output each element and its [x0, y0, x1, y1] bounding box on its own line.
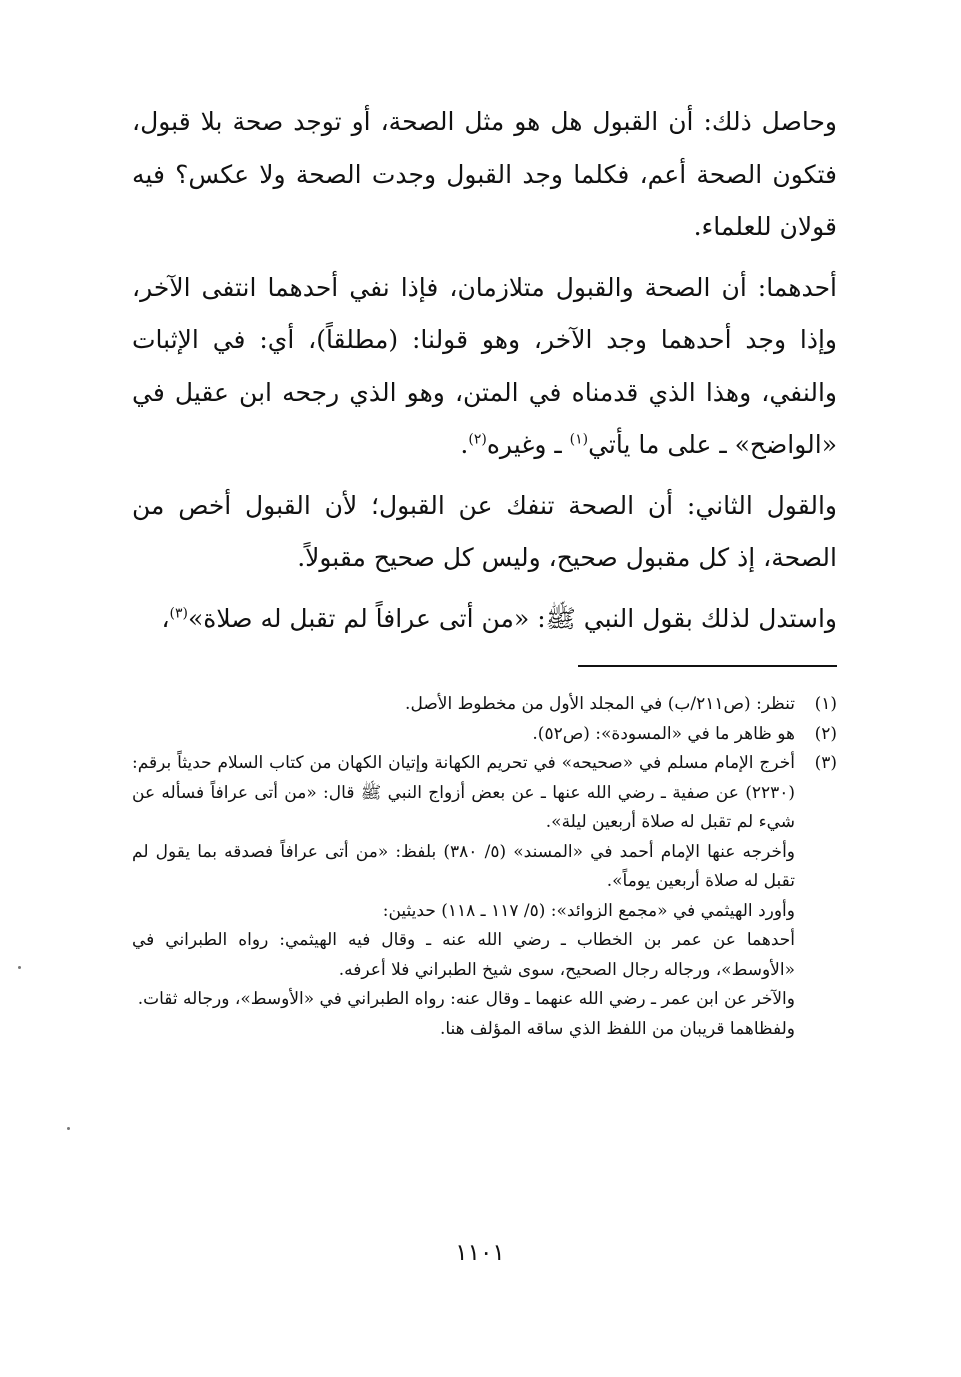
footnote-separator — [578, 665, 837, 667]
paragraph-2-text: أحدهما: أن الصحة والقبول متلازمان، فإذا نفي أحدهما انتفى الآخر، وإذا وجد أحدهما وجد الآخر، وهو قولنا: (مطلقاً)، أي: في الإثبات والنفي، وهذا الذي قدمناه في المتن، وهو الذي رجحه ابن عقيل في «الواضح» ـ على ما يأتي — [132, 272, 837, 459]
footnote-3-paragraph-2: وأخرجه عنها الإمام أحمد في «المسند» (٥/ ٣٨٠) بلفظ: «من أتى عرافاً فصدقه بما يقول لم تقبل له صلاة أربعين يوماً». — [132, 841, 795, 891]
paragraph-1: وحاصل ذلك: أن القبول هل هو مثل الصحة، أو توجد صحة بلا قبول، فتكون الصحة أعم، فكلما وجد القبول وجدت الصحة ولا عكس؟ فيه قولان للعلماء. — [132, 107, 837, 241]
footnotes-block — [132, 690, 837, 1044]
footnote-2-text: هو ظاهر ما في «المسودة»: (ص٥٢). — [532, 723, 795, 744]
paragraph-4-end: ، — [161, 603, 170, 633]
footnote-3-paragraph-1: أخرج الإمام مسلم في «صحيحه» في تحريم الكهانة وإتيان الكهان من كتاب السلام حديثاً برقم: (٢٢٣٠) عن صفية ـ رضي الله عنها ـ عن بعض أزواج النبي ﷺ قال: «من أتى عرافاً فسأله عن شيء لم تقبل له صلاة أربعين ليلة». — [132, 753, 795, 832]
footnote-2-number: (٢) — [814, 723, 837, 744]
footnote-ref-2[interactable]: (٢) — [468, 431, 487, 448]
paragraph-4-text: واستدل لذلك بقول النبي ﷺ: «من أتى عرافاً لم تقبل له صلاة» — [187, 603, 837, 633]
footnote-3-number: (٣) — [814, 753, 837, 773]
footnote-1 — [132, 690, 837, 720]
footnote-ref-1[interactable]: (١) — [569, 431, 589, 448]
footnote-1-text: تنظر: (ص٢١١/ب) في المجلد الأول من مخطوط الأصل. — [405, 694, 795, 714]
footnote-ref-3[interactable]: (٣) — [169, 605, 188, 622]
footnote-3-paragraph-6: ولفظاهما قريبان من اللفظ الذي ساقه المؤلف هنا. — [439, 1018, 795, 1039]
footnote-3-paragraph-3: وأورد الهيثمي في «مجمع الزوائد»: (٥/ ١١٧ ـ ١١٨) حديثين: — [382, 900, 795, 921]
footnote-3 — [132, 749, 837, 1044]
paragraph-4 — [132, 593, 837, 646]
scan-speck — [67, 1127, 70, 1130]
scan-speck — [18, 966, 21, 969]
footnote-3-paragraph-5: والآخر عن ابن عمر ـ رضي الله عنهما ـ وقال عنه: رواه الطبراني في «الأوسط»، ورجاله ثقات. — [137, 989, 795, 1009]
paragraph-2-mid: ـ وغيره — [486, 430, 570, 459]
paragraph-2 — [132, 262, 837, 472]
footnote-3-paragraph-4: أحدهما عن عمر بن الخطاب ـ رضي الله عنه ـ وقال فيه الهيثمي: رواه الطبراني في «الأوسط»، ورجاله رجال الصحيح، سوى شيخ الطبراني فلا أعرفه. — [132, 930, 795, 980]
page-number: ١١٠١ — [455, 1240, 505, 1266]
paragraph-3: والقول الثاني: أن الصحة تنفك عن القبول؛ لأن القبول أخص من الصحة، إذ كل مقبول صحيح، وليس كل صحيح مقبولاً. — [132, 490, 837, 572]
footnote-2 — [132, 720, 837, 750]
paragraph-2-end: . — [460, 430, 469, 459]
main-text-block — [132, 96, 837, 645]
footnote-1-number: (١) — [814, 694, 837, 714]
